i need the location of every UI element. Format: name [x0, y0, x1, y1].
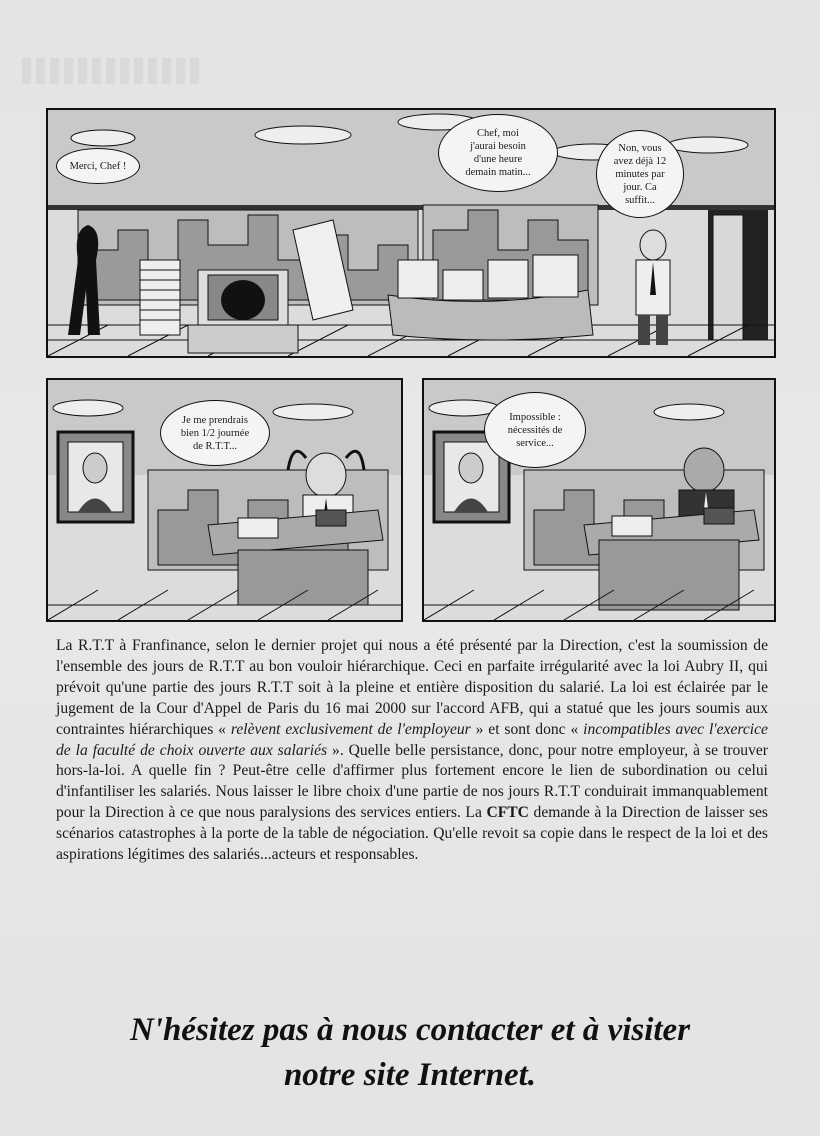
article-paragraph	[56, 636, 768, 866]
comic-panel-3	[422, 378, 776, 622]
slogan-line-1: N'hésitez pas à nous contacter et à visiter	[129, 1012, 691, 1048]
contact-slogan	[40, 1008, 780, 1098]
article-text-1: La R.T.T à Franfinance, selon le dernier projet qui nous a été présenté par la Direction, c'est la soumission de l'ensemble des jours de R.T.T au bon vouloir hiérarchique. Ceci en parfaite irrégularité avec la loi Aubry II, qui prévoit qu'une partie des jours R.T.T soit à la pleine et entière disposition du salarié. La loi est éclairée par le jugement de la Cour d'Appel de Paris du 16 mai 2000 sur l'accord AFB, qui a statué que les jours soumis aux contraintes hiérarchiques «	[56, 637, 768, 738]
slogan-line-2: notre site Internet.	[283, 1057, 537, 1093]
article-text-3: ». Quelle belle persistance, donc, pour notre employeur, à se trouver hors-la-loi. A quelle fin ? Peut-être celle d'affirmer plus fortement encore le lien de subordination ou celui d'infantiliser les salariés. Nous laisser le libre choix d'une partie de nos jours R.T.T conduirait immanquablement pour la Direction à ce que nous paralysions des services entiers. La	[56, 741, 768, 822]
article-text-4: demande à la Direction de laisser ses scénarios catastrophes à la porte de la table de négociation. Qu'elle revoit sa copie dans le respect de la loi et des aspirations légitimes des salariés...acteurs et responsables.	[56, 804, 768, 864]
speech-bubble-boss: Impossible : nécessités de service...	[484, 392, 586, 468]
article-text-2: » et sont donc «	[475, 720, 579, 738]
union-name: CFTC	[486, 804, 529, 822]
quote-1: relèvent exclusivement de l'employeur	[230, 720, 471, 738]
speech-bubble-boss: Non, vous avez déjà 12 minutes par jour. Ca suffit...	[596, 130, 684, 218]
quote-2: incompatibles avec l'exercice de la faculté de choix ouverte aux salariés	[56, 720, 768, 759]
comic-panel-2	[46, 378, 403, 622]
thought-bubble-employee: Chef, moi j'aurai besoin d'une heure demain matin...	[438, 114, 558, 192]
comic-panel-1	[46, 108, 776, 358]
speech-bubble-woman: Merci, Chef !	[56, 148, 140, 184]
thought-bubble-employee: Je me prendrais bien 1/2 journée de R.T.T...	[160, 400, 270, 466]
faint-bleed-through-text	[22, 58, 202, 84]
boss-desk-illustration	[424, 380, 774, 620]
